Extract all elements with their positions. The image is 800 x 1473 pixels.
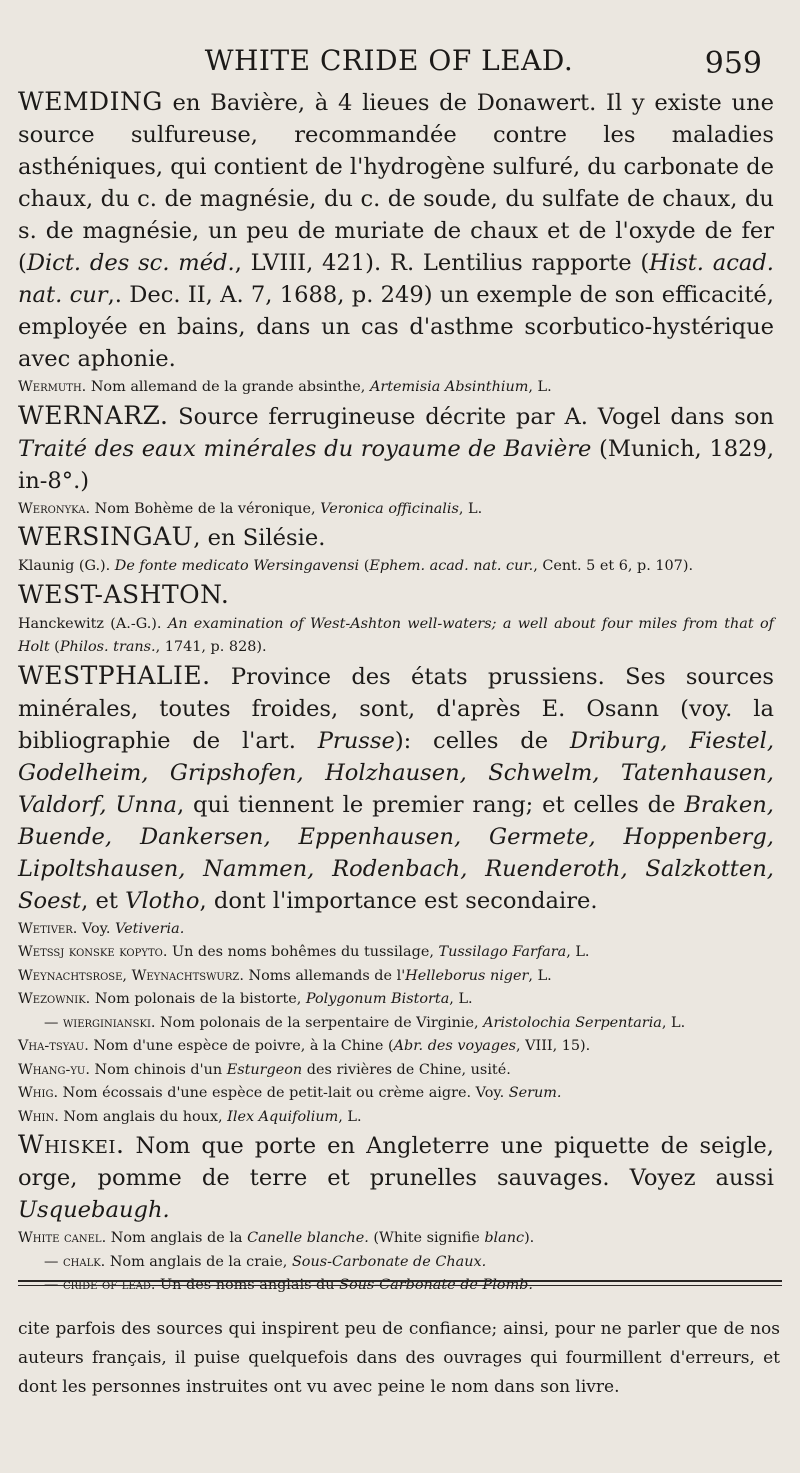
entry-text: , L. bbox=[528, 379, 552, 395]
entry-text: , VIII, 15). bbox=[516, 1038, 591, 1054]
entry-text: (Munich, 1829, in-8°.) bbox=[18, 435, 774, 494]
headword: Whig. bbox=[18, 1085, 59, 1101]
entry-whiskei bbox=[18, 1129, 774, 1226]
latin-name: Esturgeon bbox=[226, 1061, 303, 1078]
latin-name: Tussilago Farfara bbox=[438, 944, 567, 960]
entry-text: , L. bbox=[661, 1014, 686, 1031]
headword: Wetiver. bbox=[18, 920, 78, 937]
book-title: Traité des eaux minérales du royaume de Bavière bbox=[18, 435, 592, 462]
entry-text: , L. bbox=[566, 944, 590, 960]
headword: Whang-yu. bbox=[18, 1061, 90, 1078]
headword: WEMDING bbox=[18, 87, 163, 116]
headword: Weronyka. bbox=[18, 500, 91, 517]
entry-text: en Bavière, à 4 lieues de Donawert. Il y existe une source sulfureuse, recommandée contre les maladies asthéniques, qui contient de l'hydrogène sulfuré, du carbonate de chaux, du c. de magnésie, du c. de soude, du sulfate de chaux, du s. de magnésie, un peu de muriate de chaux et de l'oxyde de fer ( bbox=[18, 90, 774, 276]
entry-text: Nom chinois d'un bbox=[89, 1061, 227, 1078]
cross-reference: Vetiveria. bbox=[115, 920, 185, 937]
entry-text: , en Silésie. bbox=[193, 525, 326, 551]
headword: Whin. bbox=[18, 1108, 59, 1125]
entry-weynachtsrose bbox=[18, 965, 774, 989]
entry-text: , L. bbox=[449, 991, 473, 1007]
entry-text: Un des noms anglais du bbox=[155, 1277, 340, 1293]
author: Klaunig (G.). bbox=[18, 558, 115, 574]
book-title: De fonte medicato Wersingavensi bbox=[114, 558, 360, 574]
headword: WEST-ASHTON. bbox=[18, 579, 230, 609]
entry-whang-yu bbox=[18, 1059, 774, 1083]
entry-weronyka bbox=[18, 498, 774, 522]
entry-text: ( bbox=[49, 639, 60, 655]
citation: Dict. des sc. méd. bbox=[26, 250, 235, 276]
headword: Vha-tsyau. bbox=[18, 1038, 89, 1054]
entry-west-ashton bbox=[18, 579, 774, 612]
entry-text: (White signifie bbox=[368, 1230, 485, 1246]
entry-text: Nom polonais de la serpentaire de Virginie, bbox=[155, 1014, 484, 1031]
latin-name: Veronica officinalis bbox=[320, 500, 459, 517]
entry-text: , dont l'importance est secondaire. bbox=[199, 887, 598, 914]
cross-reference: Serum. bbox=[508, 1085, 562, 1101]
entry-wemding bbox=[18, 86, 774, 375]
entry-wermuth bbox=[18, 376, 774, 400]
entry-text: Nom allemand de la grande absinthe, bbox=[86, 379, 370, 395]
translation: blanc bbox=[484, 1230, 525, 1246]
entry-whig bbox=[18, 1082, 774, 1106]
latin-name: Helleborus niger bbox=[405, 967, 529, 984]
bibliography-klaunig bbox=[18, 555, 774, 579]
headword: wierginianski. bbox=[62, 1014, 156, 1031]
entry-wersingau bbox=[18, 521, 774, 554]
headword: Wermuth. bbox=[18, 379, 87, 395]
entry-text: Nom Bohème de la véronique, bbox=[90, 500, 321, 517]
latin-name: Canelle blanche. bbox=[247, 1230, 369, 1246]
entry-text: , L. bbox=[528, 967, 552, 984]
author: Hanckewitz (A.-G.). bbox=[18, 615, 168, 632]
entry-wierginianski bbox=[18, 1012, 774, 1036]
entry-text: , 1741, p. 828). bbox=[155, 639, 267, 655]
entry-text: Province des états prussiens. Ses sources minérales, toutes froides, sont, d'après E. Osann (voy. la bibliographie de l'art. bbox=[18, 663, 774, 754]
main-text bbox=[18, 86, 774, 1298]
headword: Wezownik. bbox=[18, 991, 91, 1007]
citation: Abr. des voyages bbox=[393, 1038, 516, 1054]
spring-list-secondary: Braken, Buende, Dankersen, Eppenhausen, Germete, Hoppenberg, Lipoltshausen, Nammen, Rodenbach, Ruenderoth, Salzkotten, Soest bbox=[18, 791, 774, 914]
entry-text: ( bbox=[359, 558, 370, 574]
footnote-text: cite parfois des sources qui inspirent peu de confiance; ainsi, pour ne parler que de nos auteurs français, il puise quelquefois dans des ouvrages qui fourmillent d'erreurs, et dont les personnes instruites ont vu avec peine le nom dans son livre. bbox=[18, 1319, 780, 1397]
latin-name: Artemisia Absinthium bbox=[369, 379, 529, 395]
headword: Wetssj konske kopyto. bbox=[18, 944, 168, 960]
headword: WESTPHALIE. bbox=[18, 660, 211, 690]
page-header bbox=[16, 44, 762, 84]
entry-text: Un des noms bohêmes du tussilage, bbox=[167, 944, 439, 960]
headword: White canel. bbox=[18, 1230, 107, 1246]
running-title: WHITE CRIDE OF LEAD. bbox=[204, 44, 574, 77]
entry-text: Nom anglais du houx, bbox=[58, 1108, 228, 1125]
citation: Ephem. acad. nat. cur. bbox=[369, 558, 534, 574]
entry-text: Nom polonais de la bistorte, bbox=[90, 991, 306, 1007]
cross-reference: Usquebaugh. bbox=[18, 1197, 170, 1223]
entry-text: Nom anglais de la bbox=[106, 1230, 248, 1246]
citation: Philos. trans. bbox=[59, 639, 156, 655]
ditto-dash: — bbox=[44, 1277, 59, 1293]
entry-text: Voy. bbox=[77, 920, 116, 937]
entry-wernarz bbox=[18, 400, 774, 497]
footnote-rule-thin bbox=[18, 1285, 782, 1286]
headword: Weynachtsrose, Weynachtswurz. bbox=[18, 967, 244, 984]
spring-name: Vlotho bbox=[125, 887, 200, 914]
headword: cride of lead. bbox=[62, 1277, 156, 1293]
entry-text: Source ferrugineuse décrite par A. Vogel dans son bbox=[168, 403, 774, 430]
entry-text: Nom écossais d'une espèce de petit-lait ou crème aigre. Voy. bbox=[58, 1085, 509, 1101]
headword: chalk. bbox=[62, 1253, 106, 1270]
entry-text: Nom que porte en Angleterre une piquette de seigle, orge, pomme de terre et prunelles sauvages. Voyez aussi bbox=[18, 1133, 774, 1191]
entry-text: ,. Dec. II, A. 7, 1688, p. 249) un exemple de son efficacité, employée en bains, dans un cas d'asthme scorbutico-hystérique avec aphonie. bbox=[18, 282, 774, 372]
entry-wetiver bbox=[18, 918, 774, 942]
book-title: An examination of West-Ashton well-waters; a well about four miles from that of Holt bbox=[18, 615, 774, 655]
entry-text: Nom d'une espèce de poivre, à la Chine ( bbox=[88, 1038, 394, 1054]
latin-name: Aristolochia Serpentaria bbox=[483, 1014, 662, 1031]
entry-text: , L. bbox=[458, 500, 483, 517]
spring-list-primary: Driburg, Fiestel, Godelheim, Gripshofen, Holzhausen, Schwelm, Tatenhausen, Valdorf, Unna bbox=[18, 727, 775, 818]
entry-westphalie bbox=[18, 660, 774, 917]
ditto-dash: — bbox=[44, 1253, 59, 1270]
latin-name: Ilex Aquifolium bbox=[227, 1108, 339, 1125]
citation: Hist. acad. nat. cur bbox=[18, 250, 774, 308]
entry-text: , et bbox=[81, 887, 126, 914]
entry-text: , Cent. 5 et 6, p. 107). bbox=[533, 558, 694, 574]
entry-text: ). bbox=[524, 1230, 535, 1246]
latin-name: Polygonum Bistorta bbox=[305, 991, 450, 1007]
entry-vha-tsyau bbox=[18, 1035, 774, 1059]
entry-text: Nom anglais de la craie, bbox=[105, 1253, 292, 1270]
entry-chalk bbox=[18, 1251, 774, 1275]
headword: Whiskei. bbox=[18, 1130, 125, 1159]
entry-text: , L. bbox=[338, 1108, 362, 1125]
latin-name: Sous-Carbonate de Chaux. bbox=[291, 1253, 487, 1270]
latin-name: Sous-Carbonate de Plomb. bbox=[339, 1277, 533, 1293]
page-number: 959 bbox=[704, 46, 762, 81]
cross-reference: Prusse bbox=[317, 727, 395, 754]
bibliography-hanckewitz bbox=[18, 613, 774, 660]
headword: WERNARZ. bbox=[18, 400, 169, 430]
entry-whin bbox=[18, 1106, 774, 1130]
entry-text: des rivières de Chine, usité. bbox=[302, 1061, 511, 1078]
entry-white-canel bbox=[18, 1227, 774, 1251]
headword: WERSINGAU bbox=[18, 522, 194, 551]
entry-wetssj bbox=[18, 941, 774, 965]
entry-text: Noms allemands de l' bbox=[243, 967, 406, 984]
entry-text: ): celles de bbox=[394, 727, 570, 754]
ditto-dash: — bbox=[44, 1014, 59, 1031]
entry-text: , qui tiennent le premier rang; et celles de bbox=[176, 791, 685, 818]
footnote-rule bbox=[18, 1280, 782, 1282]
entry-text: , LVIII, 421). R. Lentilius rapporte ( bbox=[234, 250, 650, 276]
entry-wezownik bbox=[18, 988, 774, 1012]
